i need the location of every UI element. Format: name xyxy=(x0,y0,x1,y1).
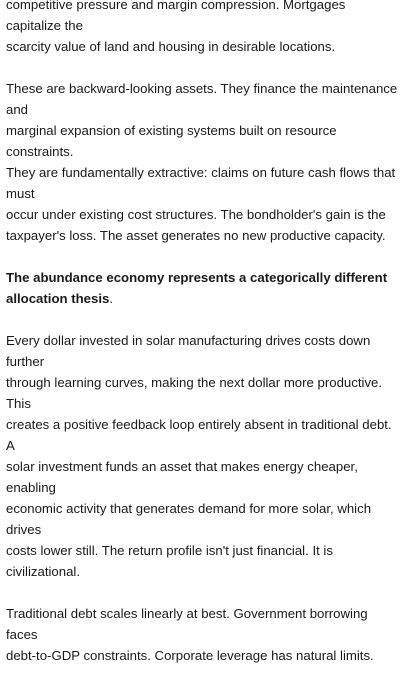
paragraph-traditional-debt xyxy=(6,603,398,666)
text-line: occur under existing cost structures. The bondholder's gain is the xyxy=(6,207,386,222)
bold-text-line: The abundance economy represents a categorically different xyxy=(6,270,388,285)
period: . xyxy=(109,291,114,306)
text-line: Traditional debt scales linearly at best. Government borrowing faces xyxy=(6,606,368,642)
text-line: These are backward-looking assets. They finance the maintenance and xyxy=(6,81,398,117)
text-line: solar investment funds an asset that makes energy cheaper, enabling xyxy=(6,459,358,495)
text-line: They are fundamentally extractive: claims on future cash flows that must xyxy=(6,165,396,201)
text-line: marginal expansion of existing systems built on resource constraints. xyxy=(6,123,337,159)
text-line: costs lower still. The return profile isn't just financial. It is civilizational. xyxy=(6,543,333,579)
text-line: taxpayer's loss. The asset generates no new productive capacity. xyxy=(6,228,386,243)
article-body xyxy=(6,0,398,687)
paragraph-abundance-thesis xyxy=(6,267,398,309)
text-line: competitive pressure and margin compression. Mortgages capitalize the xyxy=(6,0,346,33)
paragraph-solar-investment xyxy=(6,330,398,582)
bold-text-line: allocation thesis xyxy=(6,291,110,306)
text-line: creates a positive feedback loop entirely absent in traditional debt. A xyxy=(6,417,392,453)
text-line: Every dollar invested in solar manufacturing drives costs down further xyxy=(6,333,371,369)
text-line: scarcity value of land and housing in desirable locations. xyxy=(6,39,336,54)
text-line: economic activity that generates demand for more solar, which drives xyxy=(6,501,372,537)
paragraph-mortgages xyxy=(6,0,398,57)
paragraph-backward-looking-assets xyxy=(6,78,398,246)
text-line: through learning curves, making the next dollar more productive. This xyxy=(6,375,383,411)
text-line: debt-to-GDP constraints. Corporate leverage has natural limits. xyxy=(6,648,374,663)
